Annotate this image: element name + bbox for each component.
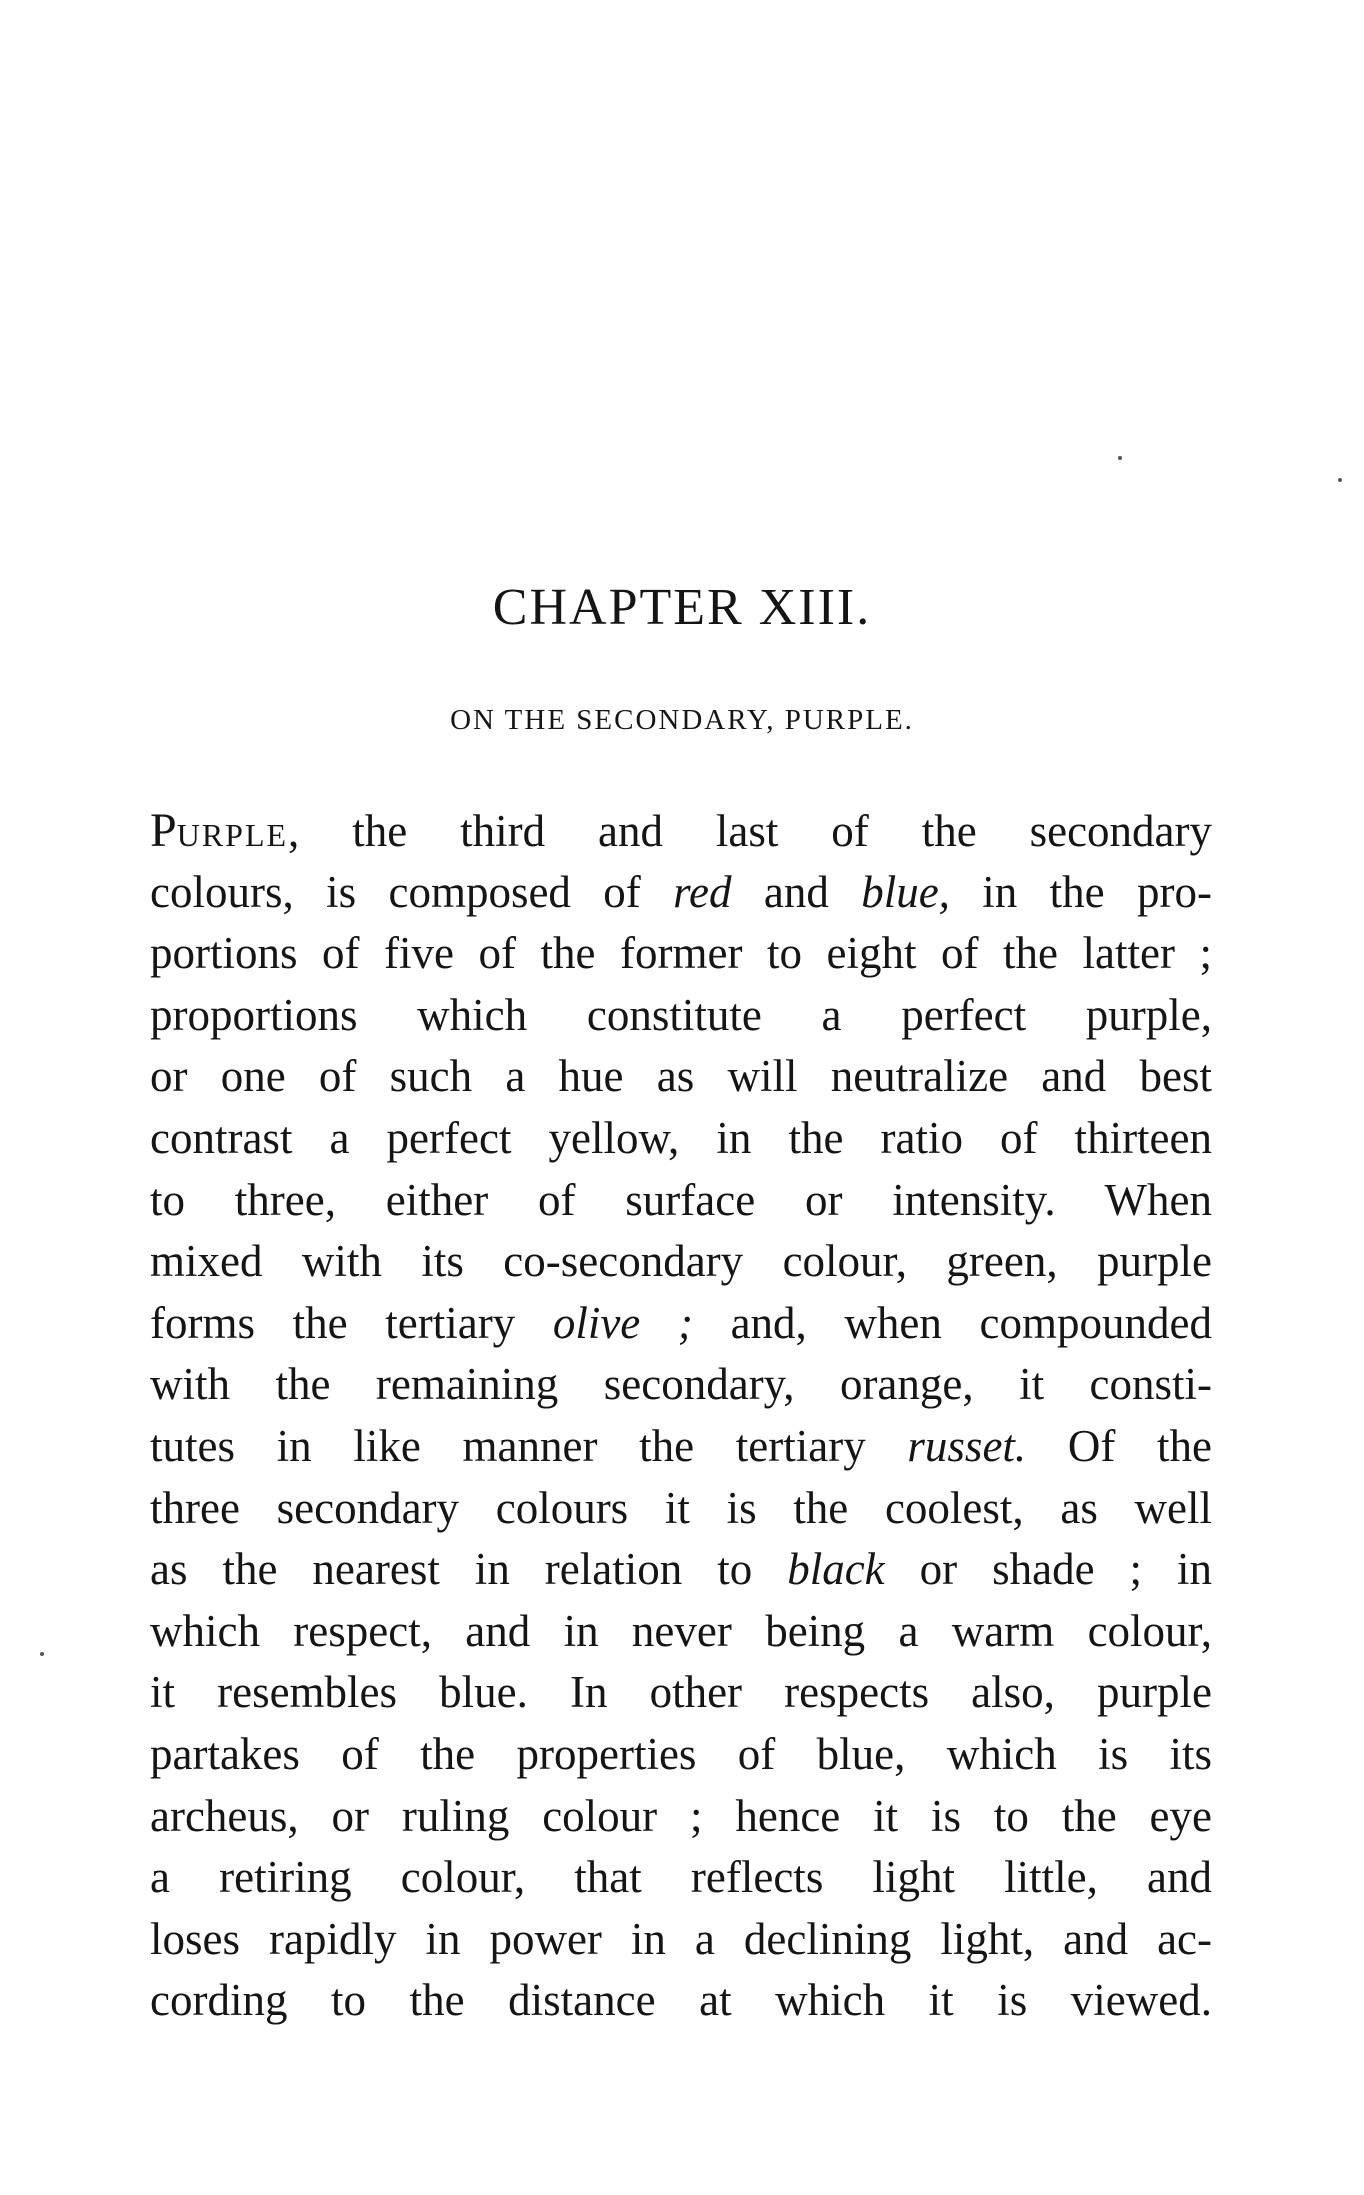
text-line: forms the tertiary olive ; and, when compounded: [150, 1297, 1212, 1348]
italic-term: blue,: [861, 866, 950, 917]
print-speck: [40, 1652, 44, 1656]
text-line: colours, is composed of red and blue, in the pro-: [150, 866, 1212, 917]
text-line: to three, either of surface or intensity. When: [150, 1174, 1212, 1225]
text-line: as the nearest in relation to black or shade ; in: [150, 1544, 1212, 1595]
text-line: PURPLE, the third and last of the secondary: [150, 804, 1212, 857]
text-line: mixed with its co-secondary colour, green, purple: [150, 1236, 1212, 1287]
text-line: with the remaining secondary, orange, it consti-: [150, 1359, 1212, 1410]
print-speck: [1338, 478, 1342, 482]
text-line: portions of five of the former to eight of the latter ;: [150, 928, 1212, 979]
chapter-body: [150, 800, 1212, 2032]
text-line: contrast a perfect yellow, in the ratio of thirteen: [150, 1112, 1212, 1163]
text-line: it resembles blue. In other respects also, purple: [150, 1667, 1212, 1718]
text-line: partakes of the properties of blue, which is its: [150, 1728, 1212, 1779]
print-speck: [1118, 456, 1122, 460]
italic-term: red: [673, 866, 732, 917]
text-line: which respect, and in never being a warm colour,: [150, 1605, 1212, 1656]
italic-term: black: [787, 1544, 885, 1595]
italic-term: olive ;: [552, 1297, 693, 1348]
text-line: tutes in like manner the tertiary russet. Of the: [150, 1420, 1212, 1471]
text-line: proportions which constitute a perfect purple,: [150, 989, 1212, 1040]
chapter-title: CHAPTER XIII.: [492, 579, 872, 636]
chapter-subtitle: ON THE SECONDARY, PURPLE.: [450, 704, 914, 736]
italic-term: russet.: [907, 1420, 1027, 1471]
text-line: or one of such a hue as will neutralize and best: [150, 1051, 1212, 1102]
drop-word: PURPLE: [150, 804, 289, 857]
text-line: archeus, or ruling colour ; hence it is to the eye: [150, 1790, 1212, 1841]
text-line: three secondary colours it is the coolest, as well: [150, 1482, 1212, 1533]
text-line: cording to the distance at which it is viewed.: [150, 1975, 1212, 2026]
text-line: a retiring colour, that reflects light little, and: [150, 1852, 1212, 1903]
text-line: loses rapidly in power in a declining light, and ac-: [150, 1913, 1212, 1964]
